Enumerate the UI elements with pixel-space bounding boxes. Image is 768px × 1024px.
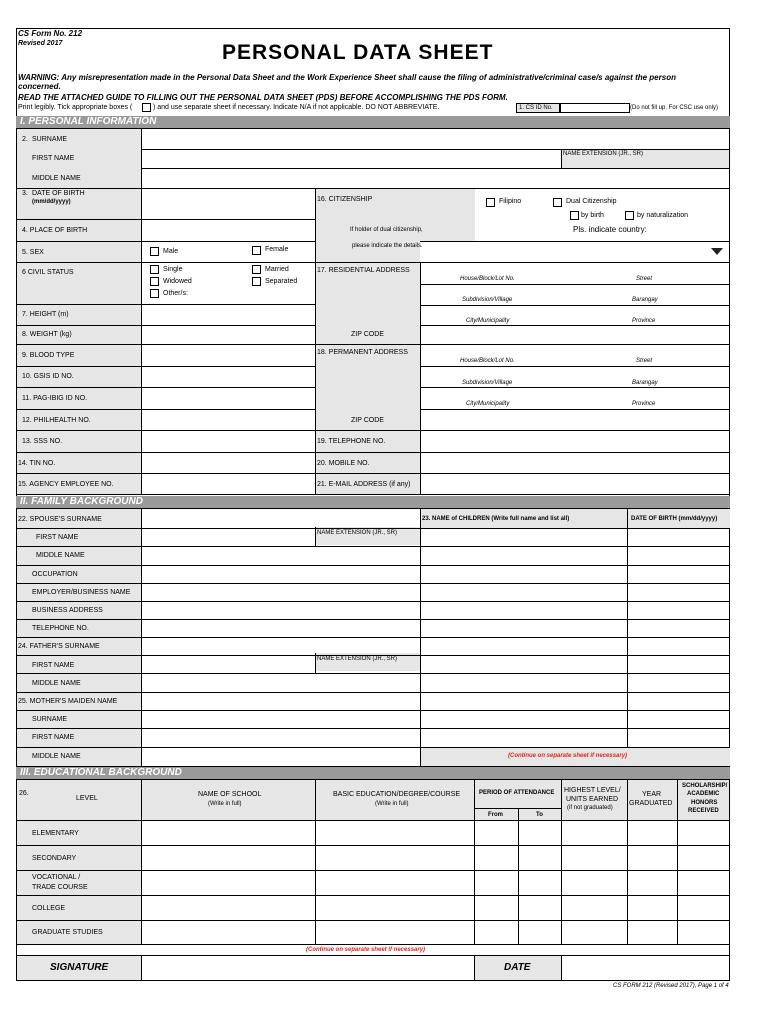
dual-by-birth-checkbox[interactable] [570, 211, 579, 220]
label-occupation: OCCUPATION [32, 571, 78, 578]
permanent-zipcode-field[interactable] [421, 410, 729, 429]
tin-field[interactable] [142, 453, 314, 472]
section-educational-background: III. EDUCATIONAL BACKGROUND [16, 767, 730, 779]
label-father-middle-name: MIDDLE NAME [32, 680, 81, 687]
residential-zipcode-field[interactable] [421, 326, 729, 343]
res-house-caption: House/Block/Lot No. [460, 276, 515, 282]
civil-separated-checkbox[interactable] [252, 277, 261, 286]
weight-field[interactable] [142, 326, 314, 343]
level-elementary: ELEMENTARY [32, 830, 79, 837]
label-pagibig: 11. PAG-IBIG ID NO. [22, 395, 88, 402]
header-highest-1: HIGHEST LEVEL/ [564, 787, 621, 794]
label-spouse-name-extension: NAME EXTENSION (JR., SR) [317, 530, 398, 536]
cs-id-label: 1. CS ID No. [519, 105, 553, 111]
page-title: PERSONAL DATA SHEET [222, 41, 494, 64]
spouse-first-name-field[interactable] [142, 529, 314, 545]
college-school-field[interactable] [142, 896, 314, 919]
label-middle-name: MIDDLE NAME [32, 175, 81, 182]
label-spouse-middle-name: MIDDLE NAME [36, 552, 85, 559]
label-father-first-name: FIRST NAME [32, 662, 75, 669]
header-highest-3: (if not graduated) [567, 805, 613, 811]
label-father-name-extension: NAME EXTENSION (JR., SR) [317, 656, 398, 662]
citizenship-dual-checkbox[interactable] [553, 198, 562, 207]
label-no-26: 26. [19, 790, 29, 797]
pagibig-field[interactable] [142, 388, 314, 408]
header-scholarship-4: RECEIVED [688, 808, 719, 814]
mobile-field[interactable] [421, 453, 729, 472]
civil-single-label: Single [163, 266, 183, 273]
sex-female-checkbox[interactable] [252, 246, 261, 255]
signature-field[interactable] [142, 956, 473, 979]
civil-widowed-label: Widowed [163, 278, 192, 285]
res-subdivision-caption: Subdivision/Village [462, 297, 513, 303]
civil-married-label: Married [265, 266, 289, 273]
level-trade-course: TRADE COURSE [32, 884, 88, 891]
label-weight: 8. WEIGHT (kg) [22, 331, 72, 338]
vocational-school-field[interactable] [142, 871, 314, 894]
first-name-field[interactable] [142, 150, 560, 167]
sex-male-checkbox[interactable] [150, 247, 159, 256]
warning-text: WARNING: Any misrepresentation made in the Personal Data Sheet and the Work Experience Sheet shall cause the filing of administrative/criminal case/s against the person concerned. [18, 73, 676, 91]
elementary-school-field[interactable] [142, 821, 314, 844]
label-telephone: 19. TELEPHONE NO. [317, 438, 386, 445]
label-citizenship: 16. CITIZENSHIP [317, 196, 373, 203]
label-children: 23. NAME of CHILDREN (Write full name and list all) [422, 516, 570, 522]
children-dob-field[interactable] [628, 529, 729, 746]
label-father-surname: 24. FATHER'S SURNAME [18, 643, 100, 650]
email-field[interactable] [421, 474, 729, 493]
header-scholarship-1: SCHOLARSHIP/ [682, 783, 728, 789]
education-continue-note: (Continue on separate sheet if necessary) [306, 947, 426, 953]
sex-male-label: Male [163, 248, 179, 255]
country-prompt: Pls. indicate country: [573, 225, 647, 234]
label-sex: 5. SEX [22, 249, 44, 256]
date-of-birth-field[interactable] [142, 189, 314, 218]
dual-note-line2: please indicate the details. [352, 243, 423, 249]
level-secondary: SECONDARY [32, 855, 77, 862]
header-course: BASIC EDUCATION/DEGREE/COURSE [333, 791, 461, 798]
label-agency-employee-no: 15. AGENCY EMPLOYEE NO. [18, 481, 114, 488]
dual-by-naturalization-checkbox[interactable] [625, 211, 634, 220]
civil-separated-label: Separated [265, 278, 298, 285]
header-year-1: YEAR [642, 791, 662, 798]
civil-single-checkbox[interactable] [150, 265, 159, 274]
telephone-field[interactable] [421, 431, 729, 451]
blood-type-field[interactable] [142, 345, 314, 365]
graduate-school-field[interactable] [142, 921, 314, 943]
label-philhealth: 12. PHILHEALTH NO. [22, 417, 91, 424]
perm-province-caption: Province [632, 401, 656, 407]
civil-married-checkbox[interactable] [252, 265, 261, 274]
label-blood-type: 9. BLOOD TYPE [22, 352, 75, 359]
label-mother-middle-name: MIDDLE NAME [32, 753, 81, 760]
signature-label: SIGNATURE [50, 962, 109, 973]
residential-address-field[interactable] [421, 263, 729, 275]
dual-by-birth-label: by birth [581, 212, 604, 219]
res-province-caption: Province [632, 318, 656, 324]
header-level: LEVEL [76, 795, 98, 802]
print-instruction-b: ) and use separate sheet if necessary. Indicate N/A if not applicable. DO NOT ABBREVIATE. [153, 104, 440, 111]
label-mother-surname: SURNAME [32, 716, 68, 723]
gsis-field[interactable] [142, 367, 314, 386]
perm-house-caption: House/Block/Lot No. [460, 358, 515, 364]
level-college: COLLEGE [32, 905, 66, 912]
header-period: PERIOD OF ATTENDANCE [479, 790, 555, 796]
label-spouse-first-name: FIRST NAME [36, 534, 79, 541]
civil-others-checkbox[interactable] [150, 289, 159, 298]
header-school: NAME OF SCHOOL [198, 791, 262, 798]
label-children-dob: DATE OF BIRTH (mm/dd/yyyy) [631, 516, 718, 522]
secondary-school-field[interactable] [142, 846, 314, 869]
dual-by-naturalization-label: by naturalization [637, 212, 688, 219]
label-first-name: FIRST NAME [32, 155, 75, 162]
section-personal-information: I. PERSONAL INFORMATION [16, 116, 730, 128]
res-barangay-caption: Barangay [632, 297, 658, 303]
label-no-2: 2. [22, 136, 28, 143]
country-dropdown[interactable] [475, 242, 729, 261]
label-no-3: 3. [22, 190, 28, 197]
header-from: From [488, 812, 503, 818]
label-spouse-surname: 22. SPOUSE'S SURNAME [18, 516, 102, 523]
label-height: 7. HEIGHT (m) [22, 311, 69, 318]
surname-field[interactable] [142, 129, 729, 148]
label-place-of-birth: 4. PLACE OF BIRTH [22, 227, 88, 234]
label-permanent-address: 18. PERMANENT ADDRESS [317, 349, 408, 356]
citizenship-filipino-checkbox[interactable] [486, 198, 495, 207]
level-graduate-studies: GRADUATE STUDIES [32, 929, 103, 936]
header-scholarship-2: ACADEMIC [687, 791, 720, 797]
perm-city-caption: City/Municipality [466, 401, 510, 407]
label-tin: 14. TIN NO. [18, 460, 56, 467]
label-business-address: BUSINESS ADDRESS [32, 607, 103, 614]
place-of-birth-field[interactable] [142, 220, 314, 240]
header-to: To [536, 812, 543, 818]
date-field[interactable] [562, 956, 729, 979]
perm-zipcode-label: ZIP CODE [351, 417, 384, 424]
agency-employee-field[interactable] [142, 474, 314, 493]
label-mother-first-name: FIRST NAME [32, 734, 75, 741]
citizenship-dual-label: Dual Citizenship [566, 198, 617, 205]
res-street-caption: Street [636, 276, 653, 282]
header-highest-2: UNITS EARNED [566, 796, 619, 803]
label-email: 21. E-MAIL ADDRESS (if any) [317, 481, 411, 488]
perm-street-caption: Street [636, 358, 653, 364]
label-employer: EMPLOYER/BUSINESS NAME [32, 589, 131, 596]
header-year-2: GRADUATED [629, 800, 673, 807]
revised-label: Revised 2017 [18, 40, 63, 47]
civil-others-label: Other/s: [163, 290, 188, 297]
children-list-field[interactable] [421, 529, 626, 746]
label-dob-format: (mm/dd/yyyy) [32, 199, 71, 205]
level-vocational: VOCATIONAL / [32, 874, 81, 881]
label-civil-status: 6 CIVIL STATUS [22, 269, 74, 276]
label-mother-maiden-name: 25. MOTHER'S MAIDEN NAME [18, 698, 118, 705]
date-label: DATE [504, 962, 531, 973]
section-family-background: II. FAMILY BACKGROUND [16, 496, 730, 508]
header-school-note: (Write in full) [208, 801, 242, 807]
form-number: CS Form No. 212 [18, 29, 83, 38]
civil-widowed-checkbox[interactable] [150, 277, 159, 286]
perm-subdivision-caption: Subdivision/Village [462, 380, 513, 386]
family-continue-note: (Continue on separate sheet if necessary) [508, 753, 628, 759]
middle-name-field[interactable] [142, 169, 729, 187]
label-sss: 13. SSS NO. [22, 438, 63, 445]
sex-female-label: Female [265, 246, 289, 253]
label-spouse-telephone: TELEPHONE NO. [32, 625, 89, 632]
header-scholarship-3: HONORS [691, 800, 718, 806]
label-date-of-birth: DATE OF BIRTH [32, 190, 85, 197]
print-instruction-a: Print legibly. Tick appropriate boxes ( [18, 104, 133, 111]
citizenship-filipino-label: Filipino [499, 198, 522, 205]
label-gsis: 10. GSIS ID NO. [22, 373, 74, 380]
guide-text: READ THE ATTACHED GUIDE TO FILLING OUT THE PERSONAL DATA SHEET (PDS) BEFORE ACCOMPLISHING THE PDS FORM. [18, 93, 508, 102]
label-residential-address: 17. RESIDENTIAL ADDRESS [317, 267, 410, 274]
res-zipcode-label: ZIP CODE [351, 331, 384, 338]
dual-note-line1: If holder of dual citizenship, [350, 227, 423, 233]
res-city-caption: City/Municipality [466, 318, 510, 324]
height-field[interactable] [142, 305, 314, 324]
sss-field[interactable] [142, 431, 314, 451]
chevron-down-icon [711, 248, 723, 256]
label-mobile: 20. MOBILE NO. [317, 460, 370, 467]
philhealth-field[interactable] [142, 410, 314, 429]
header-course-note: (Write in full) [375, 801, 409, 807]
spouse-surname-field[interactable] [142, 509, 419, 527]
csc-use-note: (Do not fill up. For CSC use only) [630, 105, 719, 111]
page-footer: CS FORM 212 (Revised 2017), Page 1 of 4 [613, 983, 729, 989]
perm-barangay-caption: Barangay [632, 380, 658, 386]
label-name-extension: NAME EXTENSION (JR., SR) [563, 151, 644, 157]
label-surname: SURNAME [32, 136, 68, 143]
